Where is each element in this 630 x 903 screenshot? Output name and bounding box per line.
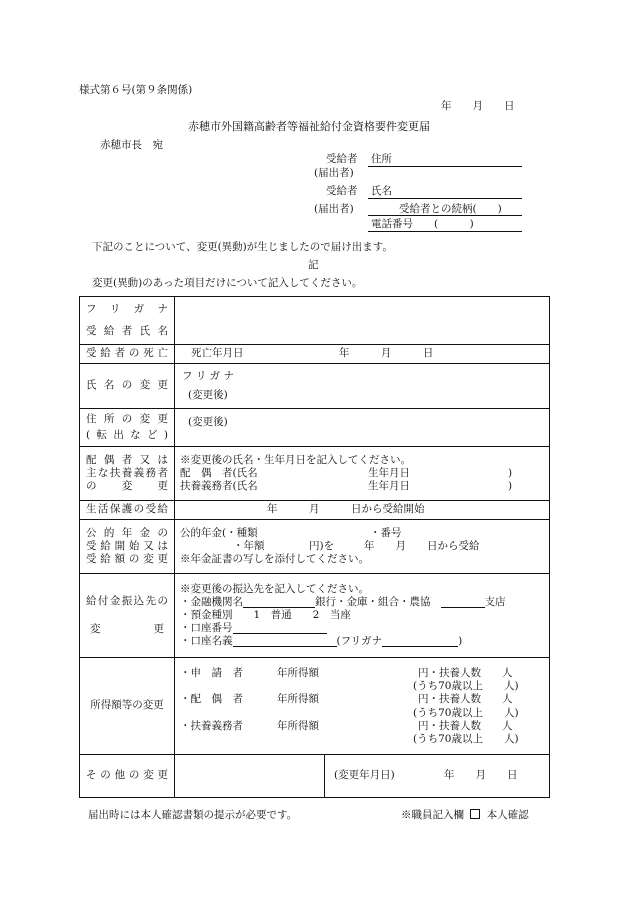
income-over70-2: (うち70歳以上 人) — [413, 706, 519, 719]
pension-type: 公的年金(・種類 — [180, 526, 258, 539]
ki-mark: 記 — [308, 259, 319, 271]
staff-label: ※職員記入欄 — [401, 809, 464, 821]
row-other — [80, 755, 550, 798]
address-label: 住所 — [371, 153, 392, 165]
address-underline[interactable] — [368, 166, 522, 167]
pension-from: 年 月 日から受給 — [364, 539, 480, 552]
change-date: 年 月 日 — [444, 769, 518, 782]
footer-note: 届出時には本人確認書類の提示が必要です。 — [88, 809, 298, 821]
income-label: 所得額等の変更 — [90, 699, 164, 712]
spouse-change-field[interactable] — [175, 447, 550, 501]
income-over70-3: (うち70歳以上 人) — [413, 732, 519, 745]
row-bank — [80, 574, 550, 658]
address-change-field[interactable] — [175, 409, 550, 447]
row-address-change — [80, 409, 550, 447]
bank-field[interactable] — [175, 574, 550, 658]
income-role-3: ・扶養義務者 — [180, 719, 243, 732]
income-over70-1: (うち70歳以上 人) — [413, 680, 519, 693]
account-holder-label: ・口座名義 — [180, 635, 233, 648]
death-date: 年 月 日 — [338, 347, 434, 360]
death-date-field[interactable] — [175, 345, 550, 364]
address-change-after: (変更後) — [188, 415, 228, 428]
phone-label: 電話番号 ( ) — [371, 218, 474, 230]
relation-label: 受給者との続柄( ) — [399, 203, 502, 215]
branch-label: 支店 — [484, 595, 506, 608]
name-change-field[interactable] — [175, 364, 550, 409]
income-dep-3: 円・扶養人数 人 — [418, 719, 513, 732]
income-dep-2: 円・扶養人数 人 — [418, 693, 513, 706]
addressee: 赤穂市長 宛 — [100, 139, 163, 151]
spouse-label-1: 配偶者又は — [86, 453, 168, 466]
furigana-label: フ リ ガ ナ — [86, 303, 168, 316]
change-date-label: (変更年月日) — [334, 769, 395, 782]
spouse-label-3: の 変 更 — [86, 480, 168, 493]
account-number-label: ・口座番号 — [180, 622, 233, 635]
pension-label-3: 受給額の変更 — [86, 553, 168, 566]
income-role-1: ・申 請 者 — [180, 667, 243, 680]
pension-label-1: 公的年金の — [86, 526, 168, 539]
instruction: 変更(異動)のあった項目だけについて記入してください。 — [92, 277, 363, 289]
account-number-input[interactable] — [233, 622, 327, 634]
welfare-text: 年 月 日から受給開始 — [267, 503, 425, 516]
row-spouse-change — [80, 447, 550, 501]
supporter-birth: 生年月日 — [368, 480, 410, 493]
spouse-label-2: 主な扶養義務者 — [86, 466, 168, 479]
name-change-after: (変更後) — [188, 389, 228, 401]
identity-label: 本人確認 — [486, 809, 529, 821]
income-dep-1: 円・扶養人数 人 — [418, 667, 513, 680]
bank-label-1: 給付金振込先の — [86, 595, 168, 608]
pension-amount: ・年額 — [233, 539, 265, 552]
row-pension — [80, 520, 550, 574]
name-change-label: 氏名の変更 — [86, 379, 168, 392]
bank-note: ※変更後の振込先を記入してください。 — [180, 582, 369, 595]
change-form-table — [79, 296, 550, 798]
date-line: 年 月 日 — [441, 100, 515, 112]
furigana-paren: (フリガナ — [336, 635, 383, 648]
death-label: 受給者の死亡 — [86, 347, 168, 360]
supporter-name: 扶養義務者(氏名 — [180, 480, 258, 493]
bank-types: 銀行・金庫・組合・農協 — [315, 595, 431, 608]
death-text: 死亡年月日 — [191, 347, 244, 360]
other-label: その他の変更 — [86, 769, 168, 782]
bank-label-2: 変 更 — [90, 622, 164, 635]
branch-input[interactable] — [441, 596, 485, 608]
account-holder-input[interactable] — [233, 635, 337, 647]
recipient-name-field[interactable] — [175, 297, 550, 345]
recipient-label-2: 受給者 — [326, 185, 358, 197]
row-death — [80, 345, 550, 364]
supporter-paren: ) — [508, 480, 513, 493]
other-change-field[interactable] — [175, 755, 325, 798]
pension-number: ・番号 — [370, 526, 402, 539]
name-label: 氏名 — [371, 185, 392, 197]
pension-label-2: 受給開始又は — [86, 539, 168, 552]
pension-field[interactable] — [175, 520, 550, 574]
name-underline[interactable] — [368, 198, 522, 199]
row-recipient-name — [80, 297, 550, 345]
account-furigana-input[interactable] — [382, 635, 458, 647]
name-change-furigana: フ リ ガ ナ — [182, 369, 235, 382]
row-income — [80, 658, 550, 755]
notifier-label-2: (届出者) — [314, 203, 354, 215]
income-amount-3: 年所得額 — [277, 719, 319, 732]
row-name-change — [80, 364, 550, 409]
bank-name-label: ・金融機関名 — [180, 595, 243, 608]
pension-yen: 円)を — [309, 539, 335, 552]
income-field[interactable] — [175, 658, 550, 755]
form-number: 様式第６号(第９条関係) — [79, 84, 193, 96]
page-title: 赤穂市外国籍高齢者等福祉給付金資格要件変更届 — [188, 120, 430, 133]
change-date-field[interactable] — [325, 755, 550, 798]
spouse-paren: ) — [508, 466, 513, 479]
account-type: ・預金種別 1 普通 2 当座 — [180, 608, 351, 621]
recipient-name-label: 受給者氏名 — [86, 324, 168, 337]
staff-column — [401, 809, 529, 822]
income-role-2: ・配 偶 者 — [180, 693, 243, 706]
bank-name-input[interactable] — [243, 596, 315, 608]
spouse-birth: 生年月日 — [368, 466, 410, 479]
welfare-label: 生活保護の受給 — [86, 503, 168, 516]
recipient-label-1: 受給者 — [326, 153, 358, 165]
notifier-label-1: (届出者) — [314, 167, 354, 179]
address-change-sub: (転出など) — [86, 429, 168, 441]
pension-note: ※年金証書の写しを添付してください。 — [180, 553, 369, 566]
welfare-field[interactable] — [175, 501, 550, 520]
row-welfare — [80, 501, 550, 520]
spouse-name: 配 偶 者(氏名 — [180, 466, 258, 479]
address-change-label: 住所の変更 — [86, 412, 168, 425]
identity-checkbox[interactable] — [470, 809, 480, 819]
income-amount-1: 年所得額 — [277, 667, 319, 680]
income-amount-2: 年所得額 — [277, 693, 319, 706]
furigana-close: ) — [458, 635, 463, 648]
relation-underline[interactable] — [368, 215, 522, 216]
phone-underline[interactable] — [368, 231, 522, 232]
statement: 下記のことについて、変更(異動)が生じましたので届け出ます。 — [92, 241, 393, 253]
spouse-note: ※変更後の氏名・生年月日を記入してください。 — [180, 453, 411, 466]
